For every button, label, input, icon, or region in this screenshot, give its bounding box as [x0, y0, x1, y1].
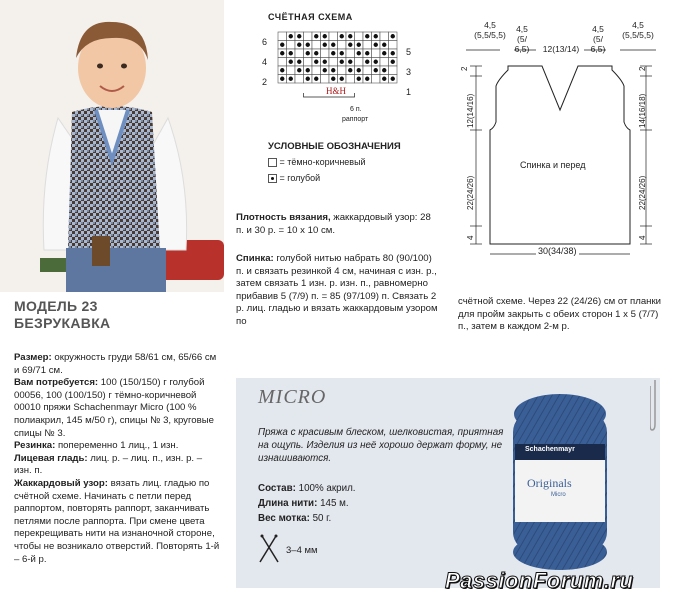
back-label: Спинка: [236, 253, 274, 264]
ball-brand: Schachenmayr [525, 446, 575, 453]
chart-dot [365, 34, 369, 38]
dim-top-right-a: 4,5 [632, 20, 644, 30]
model-name: БЕЗРУКАВКА [14, 315, 111, 331]
chart-dot [348, 60, 352, 64]
chart-dot [289, 51, 293, 55]
row-label-1: 1 [406, 87, 412, 97]
chart-cell [304, 58, 313, 67]
jacquard-paragraph [14, 478, 220, 566]
gauge-text: жаккардовый узор: 28 п. и 30 р. = 10 х 10 см. [236, 212, 431, 236]
jacquard-text: вязать лиц. гладью по счётной схеме. Начинать с петли перед раппортом, повторять раппорт, заканчивать петлями после раппорта. При смене цвета перекрещивать нити на изнаночной стороне, чтобы не возникало отверстий. Повторять 1-й – 6-й р. [14, 477, 220, 565]
chart-cell [278, 32, 287, 41]
weight-label: Вес мотка: [258, 513, 310, 524]
paperclip-icon [650, 378, 660, 434]
repeat-label: раппорт [342, 116, 369, 123]
knitting-needles-icon [258, 534, 280, 564]
chart-dot [365, 60, 369, 64]
length-label: Длина нити: [258, 498, 318, 509]
chart-dot [314, 51, 318, 55]
ball-name: Originals [527, 476, 572, 490]
composition-label: Состав: [258, 483, 296, 494]
rib-label: Резинка: [14, 440, 56, 452]
chart-dot [340, 60, 344, 64]
dim-shoulder-right-a: 4,5 [592, 24, 604, 34]
dim-right-3: 22(24/26) [638, 175, 647, 210]
dim-left-1-text: 2 [460, 66, 469, 71]
chart-dot [374, 34, 378, 38]
chart-cell [372, 75, 381, 84]
chart-dot [323, 68, 327, 72]
row-numbers-left [262, 32, 267, 92]
chart-dot [297, 60, 301, 64]
chart-dot [348, 34, 352, 38]
chart-dot [365, 77, 369, 81]
jacquard-label: Жаккардовый узор: [14, 477, 108, 489]
chart-dot [306, 51, 310, 55]
chart-cell [355, 32, 364, 41]
chart-dot [289, 77, 293, 81]
ball-sub: Micro [551, 492, 566, 498]
yarn-ball-image [505, 392, 615, 572]
materials-text: 100 (150/150) г голубой 00056, 100 (100/150) г тёмно-коричневой 00010 пряжи Schachenmayr Micro (100 % полиакрил, 145 м/50 г), спицы № 3, круговые спицы № 3. [14, 377, 214, 439]
chart-cell [380, 58, 389, 67]
chart-cell [338, 66, 347, 75]
row-label-2: 2 [262, 77, 268, 87]
legend-brown-label: = тёмно-коричневый [279, 157, 366, 167]
dim-top-left-b: (5,5/5,5) [474, 30, 506, 40]
model-heading [14, 298, 110, 332]
dim-shoulder-right-b: (5/ [593, 34, 603, 44]
chart-dot [314, 77, 318, 81]
counting-chart [262, 28, 422, 132]
chart-dot [297, 43, 301, 47]
chart-dot [323, 43, 327, 47]
repeat-count: 6 п. [350, 106, 362, 113]
legend-blue-label: = голубой [279, 173, 321, 183]
chart-cell [278, 58, 287, 67]
pattern-schematic [456, 20, 666, 265]
chart-dot [391, 34, 395, 38]
model-photo [0, 0, 224, 292]
dim-right-4: 4 [638, 235, 647, 240]
right-paragraph: счётной схеме. Через 22 (24/26) см от планки для пройм закрыть с обеих сторон 1 х 5 (7/7) п., затем в каждом 2-м р. [458, 296, 662, 333]
chart-cell [346, 49, 355, 58]
chart-dot [382, 77, 386, 81]
chart-cell [355, 58, 364, 67]
dim-right-2: 14(16/18) [638, 93, 647, 128]
dim-right-1: 2 [638, 66, 647, 71]
chart-cell [389, 66, 398, 75]
dim-top-neck: 12(13/14) [542, 44, 580, 54]
chart-cell [287, 66, 296, 75]
chart-dot [289, 60, 293, 64]
composition-value: 100% акрил. [295, 483, 356, 494]
materials-label: Вам потребуется: [14, 377, 99, 389]
chart-dot [297, 68, 301, 72]
yarn-length [258, 497, 349, 510]
chart-dot [323, 60, 327, 64]
chart-dot [357, 77, 361, 81]
chart-cell [321, 49, 330, 58]
chart-dot [331, 43, 335, 47]
dim-shoulder-left-b: (5/ [517, 34, 527, 44]
chart-dot [391, 51, 395, 55]
needle-size: 3–4 мм [286, 545, 318, 556]
dim-left-3: 22(24/26) [466, 175, 475, 210]
yarn-composition [258, 482, 356, 495]
boy-vest-illustration [0, 0, 224, 292]
chart-dot [357, 51, 361, 55]
empty-square-icon [268, 158, 277, 167]
chart-dot [340, 77, 344, 81]
chart-dot [331, 51, 335, 55]
chart-cell [389, 41, 398, 50]
chart-cell [312, 41, 321, 50]
chart-dot [280, 43, 284, 47]
materials-paragraph [14, 377, 220, 440]
chart-dot [331, 68, 335, 72]
chart-title: СЧЁТНАЯ СХЕМА [268, 12, 353, 22]
dim-top-shoulder-left [510, 24, 534, 54]
size-paragraph [14, 352, 220, 377]
chart-dot [374, 43, 378, 47]
chart-dot [348, 68, 352, 72]
chart-dot [306, 43, 310, 47]
chart-dot [306, 77, 310, 81]
dim-top-right-b: (5,5/5,5) [622, 30, 654, 40]
chart-dot [382, 51, 386, 55]
legend-item-blue [268, 173, 320, 183]
chart-dot [280, 77, 284, 81]
weight-value: 50 г. [309, 513, 332, 524]
dim-bottom: 30(34/38) [538, 246, 577, 256]
chart-cell [295, 75, 304, 84]
chart-dot [365, 51, 369, 55]
chart-cell [329, 58, 338, 67]
dim-left-1 [460, 67, 469, 71]
legend-item-brown [268, 157, 366, 167]
dim-top-left [472, 20, 508, 40]
chart-cell [312, 66, 321, 75]
instructions-left [14, 352, 220, 566]
yarn-weight [258, 512, 331, 525]
chart-dot [340, 51, 344, 55]
dim-top-right [616, 20, 660, 40]
row-label-6: 6 [262, 37, 268, 47]
chart-dot [357, 68, 361, 72]
chart-dot [314, 34, 318, 38]
chart-dot [289, 34, 293, 38]
dim-left-2: 12(14/16) [466, 93, 475, 128]
gauge-paragraph [236, 212, 441, 237]
chart-dot [357, 43, 361, 47]
chart-cell [346, 75, 355, 84]
chart-dot [280, 51, 284, 55]
row-label-5: 5 [406, 47, 412, 57]
pattern-outline [456, 20, 666, 265]
dim-top-left-a: 4,5 [484, 20, 496, 30]
rib-paragraph [14, 440, 220, 453]
stockinette-text: лиц. р. – лиц. п., изн. р. – изн. п. [14, 452, 203, 477]
gauge-label: Плотность вязания, [236, 212, 331, 223]
chart-cell [380, 32, 389, 41]
chart-dot [280, 68, 284, 72]
row-label-3: 3 [406, 67, 412, 77]
yarn-description: Пряжа с красивым блеском, шелковистая, приятная на ощупь. Изделия из неё хорошо держат форму, не изнашиваются. [258, 427, 504, 464]
chart-cell [372, 49, 381, 58]
chart-cell [295, 49, 304, 58]
chart-dot [374, 60, 378, 64]
chart-cell [304, 32, 313, 41]
dot-square-icon [268, 174, 277, 183]
chart-dot [348, 43, 352, 47]
chart-cell [338, 41, 347, 50]
chart-cell [363, 66, 372, 75]
chart-dot [382, 43, 386, 47]
chart-dot [391, 60, 395, 64]
chart-cell [287, 41, 296, 50]
size-text: окружность груди 58/61 см, 65/66 см и 69/71 см. [14, 352, 217, 376]
watermark: PassionForum.ru [445, 568, 634, 593]
dim-top-shoulder-right [586, 24, 610, 54]
rib-text: попеременно 1 лиц., 1 изн. [55, 440, 179, 452]
chart-dot [297, 34, 301, 38]
model-number: МОДЕЛЬ 23 [14, 298, 98, 314]
dim-shoulder-left-a: 4,5 [516, 24, 528, 34]
chart-dot [314, 60, 318, 64]
chart-logo: H&H [326, 86, 346, 96]
stockinette-paragraph [14, 453, 220, 478]
chart-dot [331, 77, 335, 81]
chart-cell [329, 32, 338, 41]
legend-title: УСЛОВНЫЕ ОБОЗНАЧЕНИЯ [268, 141, 401, 152]
dim-left-4: 4 [466, 235, 475, 240]
chart-dot [306, 68, 310, 72]
back-text: голубой нитью набрать 80 (90/100) п. и связать резинкой 4 см, начиная с изн. р., затем связать 1 изн. р. изн. п., равномерно прибавив 5 (7/9) п. = 85 (97/109) п. Связать 2 р. лиц. гладью и вязать жаккардовым узором по [236, 253, 438, 327]
chart-dot [374, 68, 378, 72]
chart-dot [323, 34, 327, 38]
back-paragraph [236, 253, 441, 329]
row-label-4: 4 [262, 57, 268, 67]
chart-dot [382, 68, 386, 72]
row-numbers-right [406, 42, 411, 102]
chart-cell [321, 75, 330, 84]
stockinette-label: Лицевая гладь: [14, 452, 88, 464]
pattern-center-label: Спинка и перед [520, 160, 586, 170]
chart-dot [340, 34, 344, 38]
chart-cell [363, 41, 372, 50]
dim-shoulder-right-c: 6,5) [590, 44, 606, 54]
chart-dot [391, 77, 395, 81]
size-label: Размер: [14, 352, 52, 363]
dim-shoulder-left-c: 6,5) [514, 44, 530, 54]
yarn-title: MICRO [258, 386, 327, 408]
length-value: 145 м. [317, 498, 349, 509]
